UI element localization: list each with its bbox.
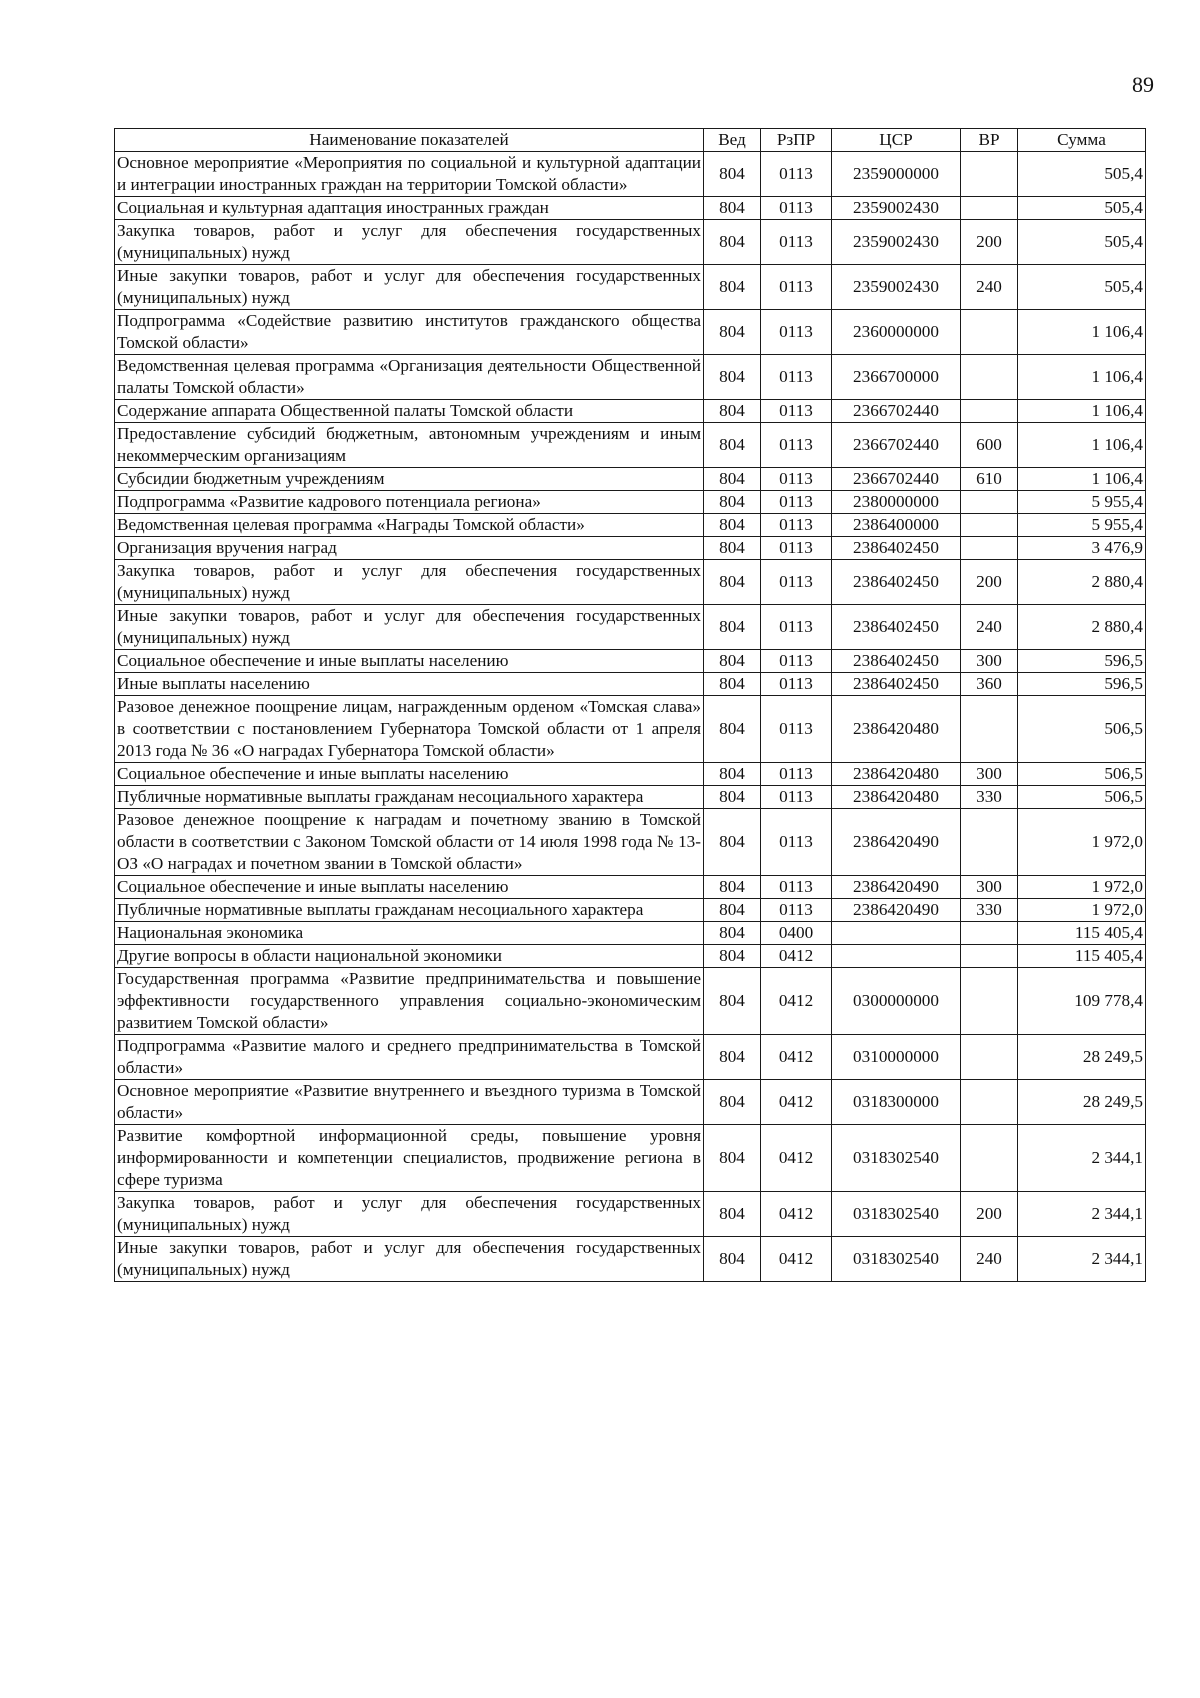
cell-csr: 2366700000 [832, 355, 961, 400]
cell-csr: 0318300000 [832, 1080, 961, 1125]
cell-sum: 109 778,4 [1018, 968, 1146, 1035]
cell-csr: 2359000000 [832, 152, 961, 197]
cell-vr: 200 [961, 1192, 1018, 1237]
cell-rzpr: 0113 [761, 400, 832, 423]
cell-ved: 804 [704, 605, 761, 650]
cell-csr: 2380000000 [832, 491, 961, 514]
cell-rzpr: 0113 [761, 763, 832, 786]
cell-csr [832, 945, 961, 968]
cell-rzpr: 0400 [761, 922, 832, 945]
cell-name: Закупка товаров, работ и услуг для обеспечения государственных (муниципальных) нужд [115, 1192, 704, 1237]
cell-csr [832, 922, 961, 945]
cell-name: Закупка товаров, работ и услуг для обеспечения государственных (муниципальных) нужд [115, 560, 704, 605]
table-row [115, 945, 1146, 968]
cell-csr: 2386402450 [832, 560, 961, 605]
cell-vr: 240 [961, 265, 1018, 310]
cell-ved: 804 [704, 945, 761, 968]
header-rzpr: РзПР [761, 129, 832, 152]
cell-vr: 200 [961, 560, 1018, 605]
header-ved: Вед [704, 129, 761, 152]
header-row [115, 129, 1146, 152]
cell-ved: 804 [704, 696, 761, 763]
cell-vr: 200 [961, 220, 1018, 265]
cell-sum: 2 344,1 [1018, 1237, 1146, 1282]
cell-name: Основное мероприятие «Мероприятия по социальной и культурной адаптации и интеграции иностранных граждан на территории Томской области» [115, 152, 704, 197]
cell-name: Социальное обеспечение и иные выплаты населению [115, 763, 704, 786]
cell-vr [961, 1125, 1018, 1192]
cell-ved: 804 [704, 1080, 761, 1125]
cell-ved: 804 [704, 1125, 761, 1192]
cell-rzpr: 0113 [761, 265, 832, 310]
cell-name: Ведомственная целевая программа «Организация деятельности Общественной палаты Томской области» [115, 355, 704, 400]
cell-ved: 804 [704, 1237, 761, 1282]
cell-rzpr: 0113 [761, 560, 832, 605]
cell-rzpr: 0113 [761, 537, 832, 560]
cell-rzpr: 0113 [761, 899, 832, 922]
cell-name: Ведомственная целевая программа «Награды Томской области» [115, 514, 704, 537]
cell-ved: 804 [704, 514, 761, 537]
cell-sum: 506,5 [1018, 786, 1146, 809]
table-header [115, 129, 1146, 152]
table-row [115, 468, 1146, 491]
cell-rzpr: 0412 [761, 1125, 832, 1192]
cell-ved: 804 [704, 763, 761, 786]
table-row [115, 899, 1146, 922]
cell-vr [961, 400, 1018, 423]
cell-ved: 804 [704, 468, 761, 491]
table-row [115, 673, 1146, 696]
cell-name: Иные закупки товаров, работ и услуг для обеспечения государственных (муниципальных) нужд [115, 605, 704, 650]
cell-csr: 2386402450 [832, 650, 961, 673]
table-row [115, 605, 1146, 650]
cell-csr: 2386420490 [832, 809, 961, 876]
cell-csr: 2360000000 [832, 310, 961, 355]
cell-vr [961, 968, 1018, 1035]
cell-name: Публичные нормативные выплаты гражданам несоциального характера [115, 786, 704, 809]
cell-sum: 506,5 [1018, 763, 1146, 786]
table-row [115, 197, 1146, 220]
cell-vr [961, 809, 1018, 876]
cell-name: Субсидии бюджетным учреждениям [115, 468, 704, 491]
cell-name: Основное мероприятие «Развитие внутреннего и въездного туризма в Томской области» [115, 1080, 704, 1125]
table-row [115, 696, 1146, 763]
table-row [115, 310, 1146, 355]
cell-vr: 240 [961, 1237, 1018, 1282]
cell-vr [961, 1080, 1018, 1125]
table-row [115, 537, 1146, 560]
table-row [115, 1192, 1146, 1237]
cell-sum: 506,5 [1018, 696, 1146, 763]
cell-sum: 115 405,4 [1018, 945, 1146, 968]
cell-ved: 804 [704, 922, 761, 945]
cell-sum: 28 249,5 [1018, 1080, 1146, 1125]
table-row [115, 763, 1146, 786]
cell-rzpr: 0113 [761, 220, 832, 265]
cell-csr: 0310000000 [832, 1035, 961, 1080]
cell-sum: 505,4 [1018, 220, 1146, 265]
cell-ved: 804 [704, 310, 761, 355]
cell-name: Содержание аппарата Общественной палаты Томской области [115, 400, 704, 423]
table-row [115, 423, 1146, 468]
table-row [115, 514, 1146, 537]
cell-ved: 804 [704, 265, 761, 310]
cell-ved: 804 [704, 423, 761, 468]
cell-name: Подпрограмма «Развитие малого и среднего предпринимательства в Томской области» [115, 1035, 704, 1080]
cell-sum: 2 880,4 [1018, 560, 1146, 605]
cell-ved: 804 [704, 197, 761, 220]
table-row [115, 786, 1146, 809]
cell-sum: 1 972,0 [1018, 809, 1146, 876]
cell-csr: 2386402450 [832, 605, 961, 650]
cell-rzpr: 0113 [761, 468, 832, 491]
cell-vr: 610 [961, 468, 1018, 491]
cell-vr: 360 [961, 673, 1018, 696]
cell-ved: 804 [704, 400, 761, 423]
cell-rzpr: 0412 [761, 1080, 832, 1125]
table-row [115, 355, 1146, 400]
cell-ved: 804 [704, 650, 761, 673]
cell-vr [961, 355, 1018, 400]
cell-rzpr: 0113 [761, 650, 832, 673]
cell-name: Организация вручения наград [115, 537, 704, 560]
cell-rzpr: 0113 [761, 809, 832, 876]
cell-vr: 300 [961, 763, 1018, 786]
cell-sum: 5 955,4 [1018, 491, 1146, 514]
cell-ved: 804 [704, 220, 761, 265]
cell-vr [961, 696, 1018, 763]
cell-rzpr: 0113 [761, 605, 832, 650]
cell-rzpr: 0412 [761, 968, 832, 1035]
cell-vr [961, 310, 1018, 355]
cell-sum: 115 405,4 [1018, 922, 1146, 945]
cell-rzpr: 0412 [761, 1035, 832, 1080]
cell-csr: 2366702440 [832, 468, 961, 491]
cell-ved: 804 [704, 1192, 761, 1237]
cell-name: Публичные нормативные выплаты гражданам несоциального характера [115, 899, 704, 922]
cell-sum: 2 880,4 [1018, 605, 1146, 650]
cell-csr: 2359002430 [832, 265, 961, 310]
cell-rzpr: 0113 [761, 310, 832, 355]
table-row [115, 650, 1146, 673]
cell-vr: 300 [961, 650, 1018, 673]
cell-csr: 2386420490 [832, 876, 961, 899]
cell-ved: 804 [704, 809, 761, 876]
table-row [115, 1237, 1146, 1282]
cell-ved: 804 [704, 491, 761, 514]
table-row [115, 922, 1146, 945]
table-row [115, 152, 1146, 197]
cell-name: Разовое денежное поощрение лицам, награжденным орденом «Томская слава» в соответствии с постановлением Губернатора Томской области от 1 апреля 2013 года № 36 «О наградах Губернатора Томской области» [115, 696, 704, 763]
cell-vr: 600 [961, 423, 1018, 468]
table-row [115, 265, 1146, 310]
cell-ved: 804 [704, 673, 761, 696]
cell-sum: 596,5 [1018, 673, 1146, 696]
cell-rzpr: 0113 [761, 423, 832, 468]
cell-rzpr: 0113 [761, 673, 832, 696]
cell-csr: 2386420480 [832, 763, 961, 786]
cell-csr: 0300000000 [832, 968, 961, 1035]
cell-ved: 804 [704, 355, 761, 400]
cell-name: Социальное обеспечение и иные выплаты населению [115, 650, 704, 673]
cell-vr [961, 152, 1018, 197]
cell-sum: 1 106,4 [1018, 400, 1146, 423]
table-row [115, 1125, 1146, 1192]
cell-ved: 804 [704, 876, 761, 899]
cell-name: Иные закупки товаров, работ и услуг для обеспечения государственных (муниципальных) нужд [115, 1237, 704, 1282]
cell-vr [961, 922, 1018, 945]
header-vr: ВР [961, 129, 1018, 152]
cell-rzpr: 0412 [761, 1237, 832, 1282]
cell-name: Закупка товаров, работ и услуг для обеспечения государственных (муниципальных) нужд [115, 220, 704, 265]
cell-sum: 2 344,1 [1018, 1125, 1146, 1192]
cell-vr [961, 1035, 1018, 1080]
cell-csr: 2366702440 [832, 400, 961, 423]
cell-name: Социальная и культурная адаптация иностранных граждан [115, 197, 704, 220]
cell-sum: 1 972,0 [1018, 899, 1146, 922]
cell-csr: 2366702440 [832, 423, 961, 468]
table-body [115, 152, 1146, 1282]
cell-csr: 2359002430 [832, 220, 961, 265]
page-number: 89 [1132, 72, 1154, 97]
cell-name: Национальная экономика [115, 922, 704, 945]
cell-name: Государственная программа «Развитие предпринимательства и повышение эффективности государственного управления социально-экономическим развитием Томской области» [115, 968, 704, 1035]
table-row [115, 560, 1146, 605]
cell-name: Разовое денежное поощрение к наградам и почетному званию в Томской области в соответствии с Законом Томской области от 14 июля 1998 года № 13-ОЗ «О наградах и почетном звании в Томской области» [115, 809, 704, 876]
cell-rzpr: 0412 [761, 945, 832, 968]
table-row [115, 876, 1146, 899]
cell-csr: 2386420480 [832, 786, 961, 809]
cell-name: Предоставление субсидий бюджетным, автономным учреждениям и иным некоммерческим организациям [115, 423, 704, 468]
cell-name: Иные выплаты населению [115, 673, 704, 696]
table-row [115, 1080, 1146, 1125]
cell-ved: 804 [704, 537, 761, 560]
cell-rzpr: 0412 [761, 1192, 832, 1237]
cell-csr: 2359002430 [832, 197, 961, 220]
table-row [115, 968, 1146, 1035]
table-row [115, 809, 1146, 876]
cell-name: Иные закупки товаров, работ и услуг для обеспечения государственных (муниципальных) нужд [115, 265, 704, 310]
cell-rzpr: 0113 [761, 696, 832, 763]
budget-table [114, 128, 1146, 1282]
cell-sum: 28 249,5 [1018, 1035, 1146, 1080]
cell-rzpr: 0113 [761, 514, 832, 537]
cell-vr [961, 945, 1018, 968]
cell-vr [961, 514, 1018, 537]
cell-sum: 2 344,1 [1018, 1192, 1146, 1237]
cell-ved: 804 [704, 152, 761, 197]
cell-ved: 804 [704, 560, 761, 605]
cell-csr: 2386402450 [832, 673, 961, 696]
cell-ved: 804 [704, 899, 761, 922]
cell-csr: 2386400000 [832, 514, 961, 537]
cell-rzpr: 0113 [761, 152, 832, 197]
cell-sum: 505,4 [1018, 265, 1146, 310]
cell-name: Социальное обеспечение и иные выплаты населению [115, 876, 704, 899]
cell-name: Другие вопросы в области национальной экономики [115, 945, 704, 968]
header-csr: ЦСР [832, 129, 961, 152]
table-row [115, 491, 1146, 514]
cell-sum: 1 972,0 [1018, 876, 1146, 899]
cell-csr: 0318302540 [832, 1237, 961, 1282]
cell-sum: 505,4 [1018, 197, 1146, 220]
cell-rzpr: 0113 [761, 876, 832, 899]
cell-vr [961, 197, 1018, 220]
cell-vr [961, 491, 1018, 514]
cell-sum: 3 476,9 [1018, 537, 1146, 560]
cell-ved: 804 [704, 1035, 761, 1080]
cell-sum: 1 106,4 [1018, 310, 1146, 355]
cell-ved: 804 [704, 968, 761, 1035]
cell-rzpr: 0113 [761, 197, 832, 220]
header-name: Наименование показателей [115, 129, 704, 152]
cell-name: Подпрограмма «Развитие кадрового потенциала региона» [115, 491, 704, 514]
cell-csr: 2386420480 [832, 696, 961, 763]
cell-vr: 330 [961, 899, 1018, 922]
cell-sum: 1 106,4 [1018, 468, 1146, 491]
cell-ved: 804 [704, 786, 761, 809]
cell-rzpr: 0113 [761, 786, 832, 809]
cell-name: Развитие комфортной информационной среды, повышение уровня информированности и компетенции специалистов, продвижение региона в сфере туризма [115, 1125, 704, 1192]
cell-csr: 0318302540 [832, 1192, 961, 1237]
cell-sum: 1 106,4 [1018, 423, 1146, 468]
cell-rzpr: 0113 [761, 491, 832, 514]
cell-csr: 2386420490 [832, 899, 961, 922]
cell-sum: 505,4 [1018, 152, 1146, 197]
cell-sum: 5 955,4 [1018, 514, 1146, 537]
cell-vr [961, 537, 1018, 560]
header-sum: Сумма [1018, 129, 1146, 152]
cell-csr: 0318302540 [832, 1125, 961, 1192]
table-row [115, 220, 1146, 265]
table-row [115, 400, 1146, 423]
cell-sum: 596,5 [1018, 650, 1146, 673]
cell-vr: 300 [961, 876, 1018, 899]
cell-rzpr: 0113 [761, 355, 832, 400]
cell-vr: 240 [961, 605, 1018, 650]
cell-csr: 2386402450 [832, 537, 961, 560]
cell-name: Подпрограмма «Содействие развитию институтов гражданского общества Томской области» [115, 310, 704, 355]
cell-sum: 1 106,4 [1018, 355, 1146, 400]
cell-vr: 330 [961, 786, 1018, 809]
table-row [115, 1035, 1146, 1080]
